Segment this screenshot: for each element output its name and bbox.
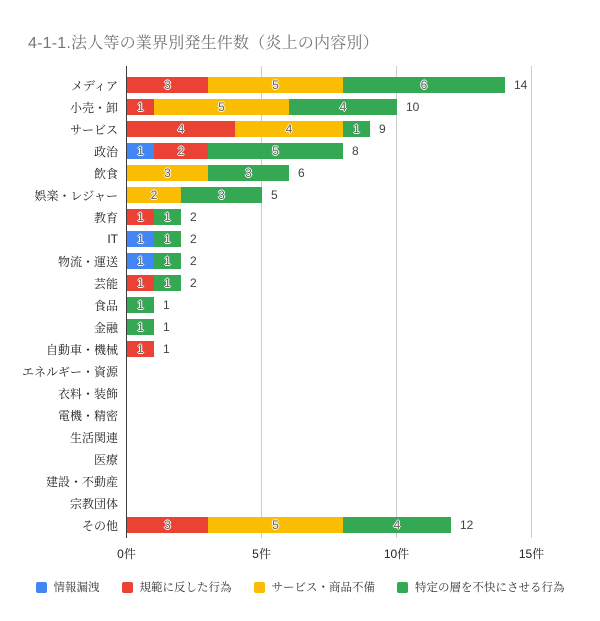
bar-segment: [127, 231, 154, 247]
legend-label: 規範に反した行為: [139, 582, 232, 594]
bar-segment: [208, 165, 289, 181]
bar-segment: [127, 77, 208, 93]
bar-segment-value: 1: [137, 342, 144, 357]
category-label: 飲食: [93, 166, 118, 181]
bar-segment: [154, 209, 181, 225]
chart-title: 4-1-1.法人等の業界別発生件数（炎上の内容別）: [28, 35, 379, 52]
bar-segment-value: 2: [177, 144, 185, 159]
category-label: その他: [81, 518, 118, 533]
bar-segment: [127, 99, 154, 115]
bar-segment-value: 4: [339, 100, 347, 115]
bar-segment-value: 5: [218, 100, 225, 115]
bar-total-label: 9: [379, 122, 386, 137]
bar-segment: [127, 209, 154, 225]
bar-segment-value: 2: [150, 188, 158, 203]
gridline: [531, 66, 532, 538]
category-label: IT: [107, 232, 118, 247]
category-label: 自動車・機械: [45, 342, 118, 357]
bar-segment-value: 4: [177, 122, 185, 137]
bar-segment-value: 1: [137, 232, 144, 247]
bar-total-label: 1: [163, 298, 170, 313]
category-label: 芸能: [93, 276, 118, 291]
bar-segment: [127, 253, 154, 269]
bar-segment: [127, 165, 208, 181]
category-label: 医療: [93, 452, 118, 467]
legend-item: [254, 579, 376, 595]
bar-segment: [127, 517, 208, 533]
bar-total-label: 6: [298, 166, 305, 181]
bar-total-label: 2: [190, 210, 197, 225]
bar-segment: [127, 121, 235, 137]
bar-total-label: 8: [352, 144, 359, 159]
bar-segment-value: 1: [137, 298, 144, 313]
bar-total-label: 10: [406, 100, 420, 115]
x-axis-tick-label: 15件: [518, 547, 545, 561]
x-axis-tick-label: 10件: [383, 547, 410, 561]
bar-segment: [208, 77, 343, 93]
legend: [0, 579, 600, 595]
legend-swatch: [397, 582, 408, 593]
bar-segment: [154, 231, 181, 247]
bar-total-label: 2: [190, 232, 197, 247]
bar-segment: [343, 517, 451, 533]
category-label: 金融: [93, 320, 118, 335]
category-label: 建設・不動産: [45, 474, 118, 489]
bar-segment-value: 1: [137, 276, 144, 291]
bar-segment: [127, 187, 181, 203]
bar-segment: [154, 275, 181, 291]
bar-segment: [127, 275, 154, 291]
category-label: 宗教団体: [69, 496, 118, 511]
bar-total-label: 2: [190, 276, 197, 291]
bar-total-label: 2: [190, 254, 197, 269]
bar-segment: [208, 143, 343, 159]
category-label: サービス: [69, 122, 118, 137]
category-label: 電機・精密: [57, 408, 118, 423]
bar-segment-value: 4: [393, 518, 401, 533]
bar-segment-value: 3: [164, 166, 171, 181]
bar-segment-value: 1: [137, 320, 144, 335]
bar-segment: [154, 99, 289, 115]
bar-segment: [343, 77, 505, 93]
bar-segment-value: 3: [245, 166, 252, 181]
bar-segment-value: 5: [272, 518, 279, 533]
bar-segment-value: 6: [420, 78, 428, 92]
category-label: メディア: [70, 78, 118, 93]
bar-segment: [181, 187, 262, 203]
bar-segment-value: 3: [218, 188, 225, 203]
legend-swatch: [122, 582, 133, 593]
category-label: 衣料・装飾: [57, 386, 118, 401]
category-label: 政治: [93, 144, 118, 159]
bar-segment: [154, 143, 208, 159]
bar-segment-value: 1: [137, 210, 144, 225]
bar-segment-value: 1: [137, 144, 144, 159]
bar-segment: [127, 341, 154, 357]
category-label: 生活関連: [69, 430, 118, 445]
bar-segment-value: 1: [353, 122, 360, 137]
bar-total-label: 14: [514, 78, 528, 92]
legend-label: 特定の層を不快にさせる行為: [415, 582, 565, 594]
legend-item: [122, 579, 232, 595]
category-label: 教育: [93, 210, 118, 225]
bar-segment-value: 1: [164, 232, 171, 247]
x-axis-tick-label: 0件: [117, 547, 136, 561]
bar-segment-value: 1: [164, 276, 171, 291]
bar-segment: [127, 297, 154, 313]
bar-total-label: 1: [163, 320, 170, 335]
bar-segment-value: 5: [272, 78, 279, 92]
bar-segment-value: 3: [164, 78, 171, 92]
bar-segment: [235, 121, 343, 137]
bar-segment-value: 5: [272, 144, 279, 159]
category-label: 娯楽・レジャー: [34, 188, 118, 203]
bar-segment: [208, 517, 343, 533]
gridline: [396, 66, 397, 538]
x-axis-tick-label: 5件: [252, 547, 271, 561]
category-label: 物流・運送: [57, 254, 118, 269]
legend-swatch: [254, 582, 265, 593]
bar-segment: [289, 99, 397, 115]
bar-segment-value: 4: [285, 122, 293, 137]
bar-segment-value: 1: [164, 254, 171, 269]
legend-item: [36, 579, 100, 595]
bar-segment: [154, 253, 181, 269]
bar-total-label: 5: [271, 188, 278, 203]
bar-segment: [127, 143, 154, 159]
legend-swatch: [36, 582, 47, 593]
category-label: 小売・卸: [69, 100, 118, 115]
bar-segment-value: 1: [164, 210, 171, 225]
category-label: エネルギー・資源: [21, 364, 118, 379]
bar-segment-value: 1: [137, 100, 144, 115]
bar-segment-value: 3: [164, 518, 171, 533]
bar-segment: [343, 121, 370, 137]
legend-label: 情報漏洩: [53, 582, 100, 594]
bar-segment-value: 1: [137, 254, 144, 269]
bar-segment: [127, 319, 154, 335]
legend-label: サービス・商品不備: [271, 582, 375, 594]
category-label: 食品: [93, 298, 118, 313]
legend-item: [397, 579, 565, 595]
bar-total-label: 12: [460, 518, 474, 533]
bar-total-label: 1: [163, 342, 170, 357]
